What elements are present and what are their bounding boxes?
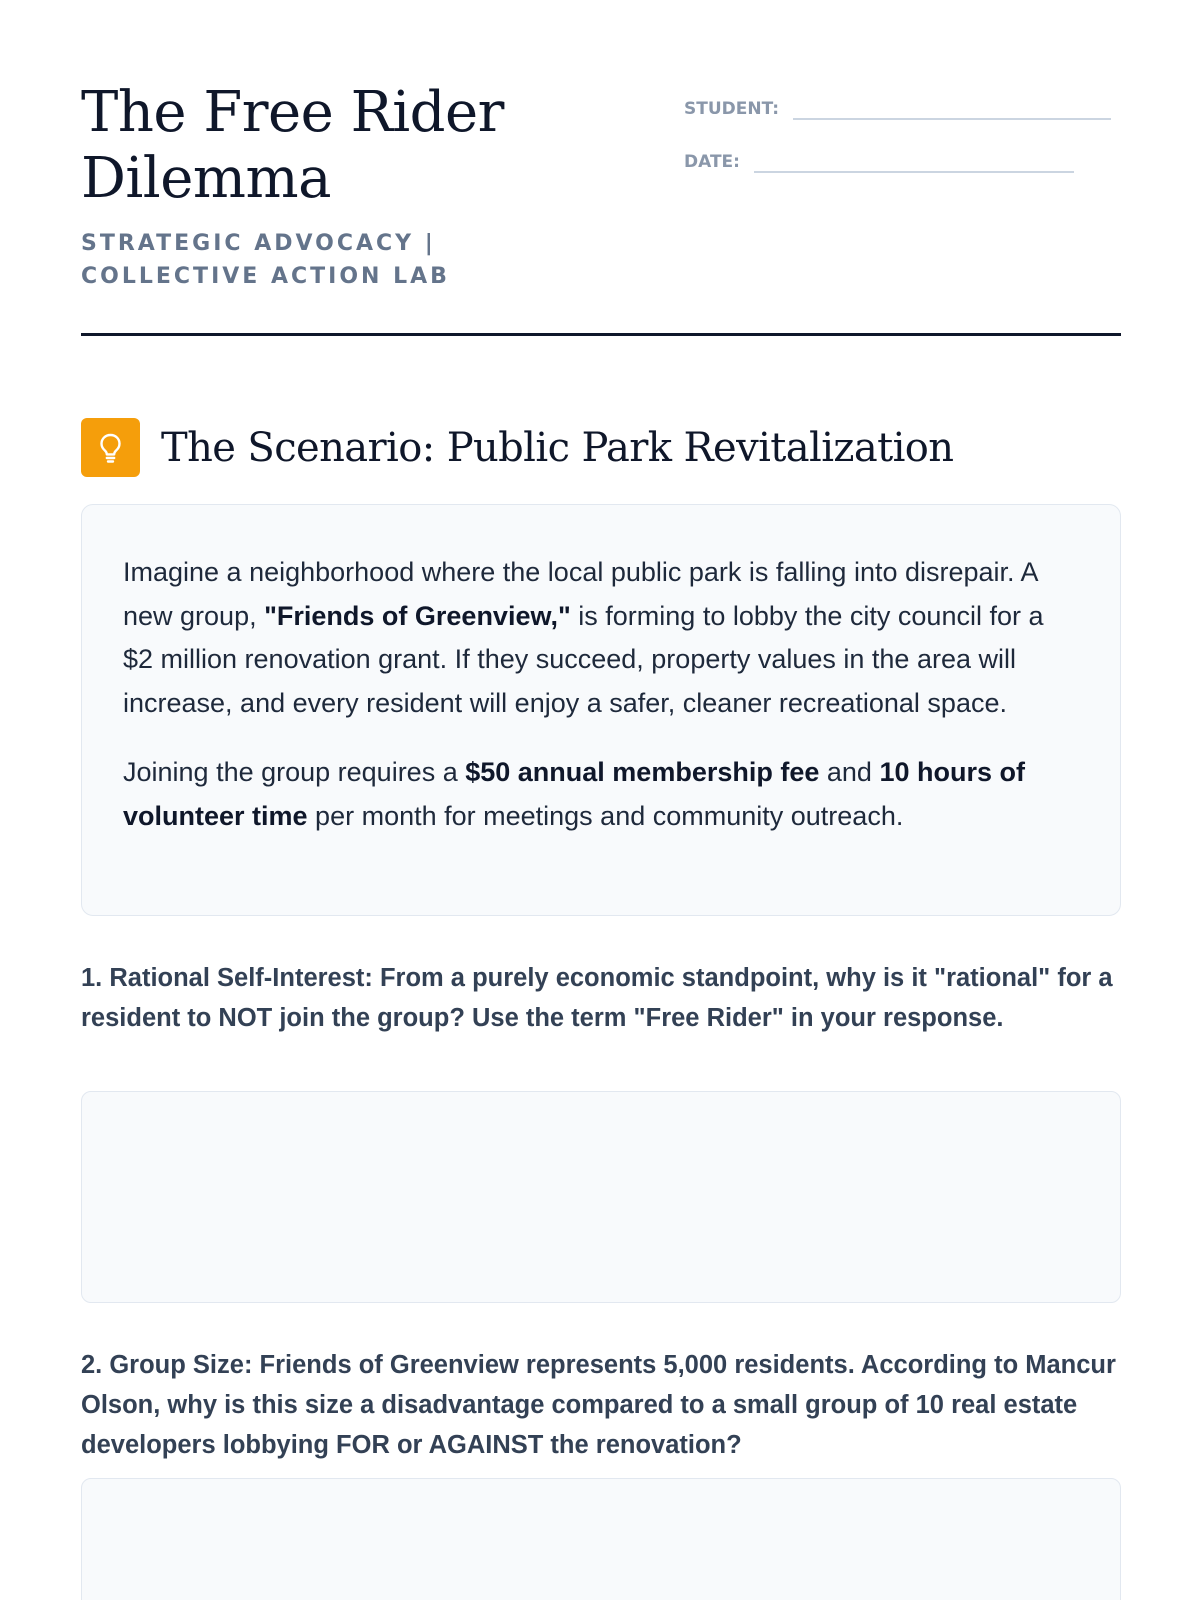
header-divider (81, 333, 1121, 336)
scenario-text: per month for meetings and community outreach. (307, 800, 904, 831)
student-field (684, 88, 1111, 120)
lightbulb-icon (81, 418, 140, 477)
scenario-text: Joining the group requires a (123, 757, 466, 787)
answer-box-2[interactable] (81, 1478, 1121, 1600)
date-field (684, 141, 1074, 173)
scenario-paragraph-2 (123, 751, 1080, 838)
date-line[interactable] (754, 141, 1074, 173)
scenario-panel (81, 504, 1121, 916)
scenario-text: Imagine a neighborhood where the local public park is falling into disrepair. A new group, (123, 557, 1038, 631)
student-label: STUDENT: (684, 99, 780, 119)
worksheet-subtitle: STRATEGIC ADVOCACY | COLLECTIVE ACTION LAB (81, 231, 450, 289)
scenario-text: is forming to lobby the city council for a $2 million renovation grant. If they succeed, property values in the area will increase, and every resident will enjoy a safer, cleaner recreational space. (123, 600, 1044, 718)
student-name-line[interactable] (793, 88, 1111, 120)
membership-fee: $50 annual membership fee (465, 757, 820, 787)
scenario-text: and (819, 757, 880, 787)
answer-box-1[interactable] (81, 1091, 1121, 1303)
worksheet-title: The Free Rider Dilemma (81, 80, 504, 211)
question-1: 1. Rational Self-Interest: From a purely economic standpoint, why is it "rational" for a resident to NOT join the group? Use the term "Free Rider" in your response. (81, 964, 1113, 1032)
question-2: 2. Group Size: Friends of Greenview represents 5,000 residents. According to Mancur Olson, why is this size a disadvantage compared to a small group of 10 real estate developers lobbying FOR or AGAINST the renovation? (81, 1351, 1116, 1459)
scenario-paragraph-1 (123, 551, 1080, 725)
volunteer-time: 10 hours of volunteer time (123, 757, 1025, 831)
scenario-heading: The Scenario: Public Park Revitalization (161, 425, 954, 471)
group-name: "Friends of Greenview," (264, 600, 571, 631)
date-label: DATE: (684, 152, 740, 172)
